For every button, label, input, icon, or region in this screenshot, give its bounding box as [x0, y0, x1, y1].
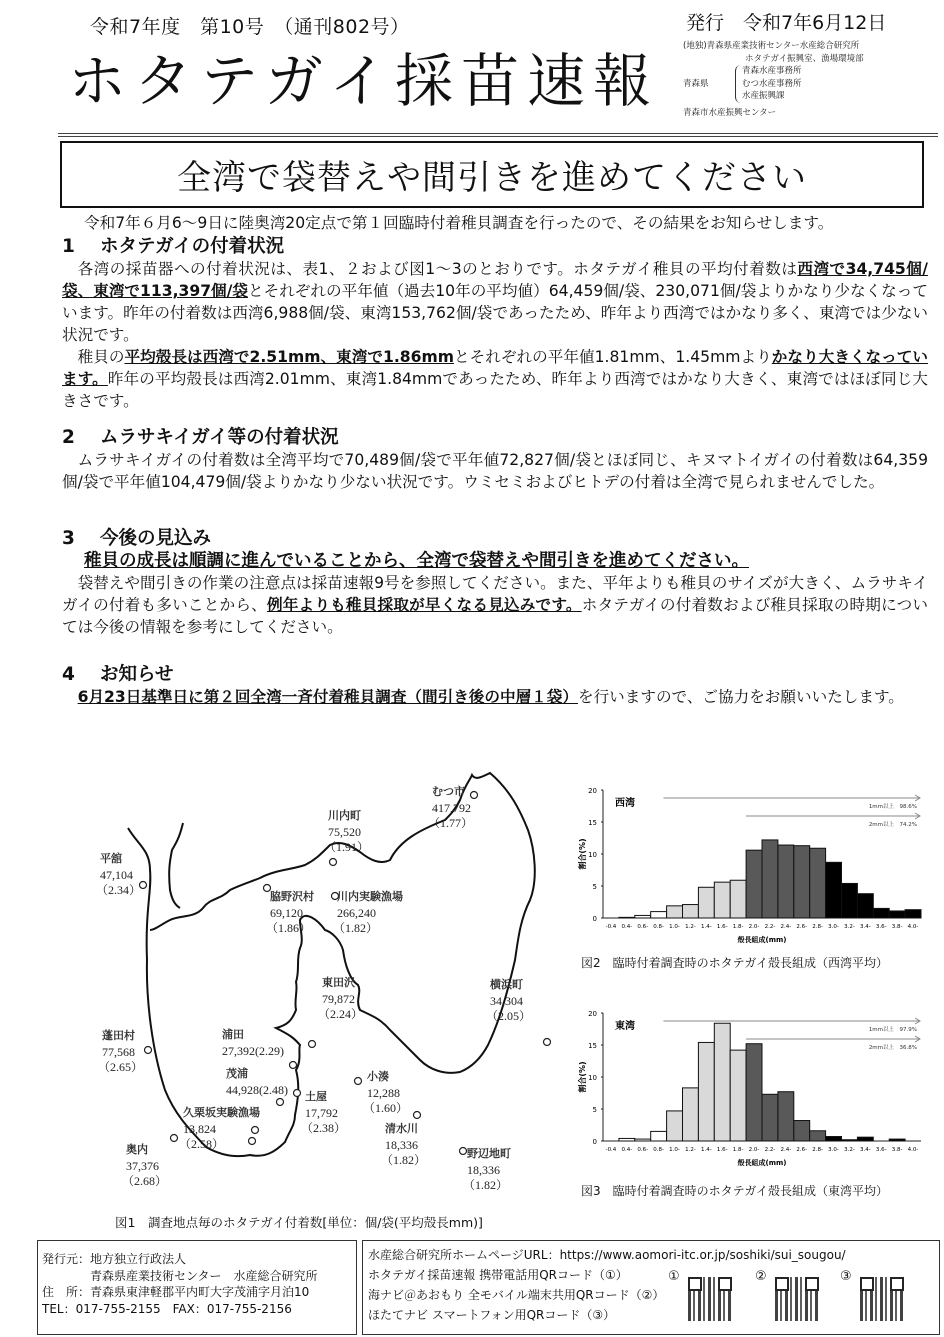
qr-code-icon[interactable]	[860, 1277, 904, 1321]
x-tick-label: 0.8-	[653, 924, 665, 930]
y-tick-label: 0	[592, 915, 597, 923]
station-name: むつ市	[432, 785, 465, 798]
x-tick-label: 1.6-	[716, 1147, 728, 1153]
x-tick-label: -0.4	[605, 1147, 617, 1153]
org-line-1: (地独)青森県産業技術センター水産総合研究所	[683, 41, 860, 51]
station-label	[222, 1027, 284, 1058]
histogram-bar	[794, 1121, 810, 1141]
issue-number: 令和7年度 第10号 （通刊802号）	[90, 16, 410, 38]
histogram-bar	[667, 1111, 683, 1141]
publish-date: 発行 令和7年6月12日	[686, 12, 887, 34]
station-marker	[330, 859, 337, 866]
histogram-bar	[746, 850, 762, 918]
x-tick-label: 1.4-	[700, 1147, 712, 1153]
station-name: 蓬田村	[102, 1029, 135, 1042]
histogram-bar	[730, 1050, 746, 1141]
page-title: ホタテガイ採苗速報	[68, 47, 660, 115]
publisher-info-box	[37, 1240, 357, 1335]
station-count: 75,520	[328, 825, 361, 839]
x-tick-label: 3.6-	[875, 1147, 887, 1153]
station-name: 浦田	[222, 1028, 244, 1041]
qr-line: ほたてナビ スマートフォン用QRコード（③）	[368, 1308, 616, 1322]
station-label	[179, 1105, 260, 1151]
x-tick-label: 2.0-	[748, 1147, 760, 1153]
highlight-text: 平均殻長は西湾で2.51mm、東湾で1.86mm	[124, 348, 454, 366]
x-tick-label: 0.4-	[621, 1147, 633, 1153]
histogram-bar	[905, 910, 921, 918]
histogram-bar	[619, 917, 635, 918]
histogram-bar	[889, 911, 905, 918]
qr-label: ③	[840, 1269, 852, 1284]
x-tick-label: 3.2-	[844, 1147, 855, 1153]
station-size: （2.38）	[301, 1121, 347, 1135]
station-count: 77,568	[102, 1045, 135, 1059]
station-label	[486, 977, 531, 1023]
station-size: （1.77）	[428, 816, 474, 830]
qr-code-icon[interactable]	[688, 1277, 732, 1321]
x-axis-label: 殻長組成(mm)	[737, 936, 787, 944]
histogram-bar	[842, 883, 858, 918]
range-annotation: 2mm以上 36.8%	[868, 1045, 917, 1051]
section-heading: 2 ムラサキイガイ等の付着状況	[62, 427, 339, 448]
org-pref-item: 水産振興課	[742, 91, 785, 101]
station-size: （2.65）	[98, 1060, 144, 1074]
histogram-bar	[667, 906, 683, 918]
station-label	[301, 1089, 346, 1135]
station-size: （1.86）	[266, 921, 312, 935]
org-pref-item: むつ水産事務所	[742, 78, 802, 89]
station-name: 茂浦	[226, 1067, 248, 1080]
station-size: （1.82）	[333, 921, 379, 935]
qr-code-icon[interactable]	[775, 1277, 819, 1321]
x-tick-label: 1.0-	[669, 1147, 680, 1153]
highlight-text: かなり大きくなっています。	[62, 348, 928, 388]
qr-line: 海ナビ＠あおもり 全モバイル端末共用QRコード（②）	[368, 1288, 665, 1302]
histogram-bar	[762, 1094, 778, 1141]
figure-2-caption: 図2 臨時付着調査時のホタテガイ殻長組成（西湾平均）	[581, 956, 889, 970]
station-name: 東田沢	[322, 976, 355, 989]
station-marker	[249, 1138, 256, 1145]
station-marker	[471, 792, 478, 799]
chart-west-bay	[575, 780, 930, 950]
x-tick-label: 2.4-	[780, 1147, 792, 1153]
intro-text: 令和7年６月6～9日に陸奥湾20定点で第１回臨時付着稚貝調査を行ったので、その結果をお知らせします。	[84, 214, 834, 232]
station-name: 野辺地町	[467, 1147, 511, 1160]
figure-3-caption: 図3 臨時付着調査時のホタテガイ殻長組成（東湾平均）	[581, 1184, 889, 1198]
station-size: （2.68）	[122, 1174, 168, 1188]
histogram-bar	[810, 1131, 826, 1141]
y-tick-label: 15	[588, 819, 597, 827]
station-count: 37,376	[126, 1159, 159, 1173]
x-tick-label: 1.8-	[732, 1147, 744, 1153]
figure-1-caption: 図1 調査地点毎のホタテガイ付着数[単位：個/袋(平均殻長mm)]	[115, 1215, 483, 1230]
org-line-last: 青森市水産振興センター	[683, 107, 777, 118]
y-tick-label: 15	[588, 1042, 597, 1050]
station-size: （2.24）	[318, 1007, 364, 1021]
x-tick-label: 3.0-	[828, 924, 839, 930]
x-tick-label: 4.0-	[907, 1147, 919, 1153]
highlight-text: 6月23日基準日に第２回全湾一斉付着稚貝調査（間引き後の中層１袋）	[77, 688, 578, 706]
station-size: （2.58）	[179, 1137, 225, 1151]
org-prefecture-label: 青森県	[683, 78, 709, 89]
x-tick-label: 1.2-	[685, 1147, 696, 1153]
y-tick-label: 20	[588, 1010, 597, 1018]
histogram-bar	[619, 1138, 635, 1141]
station-marker	[309, 1041, 316, 1048]
station-label	[318, 975, 363, 1021]
section-paragraph: ムラサキイガイの付着数は全湾平均で70,489個/袋で平年値72,827個/袋とほぼ同じ、キヌマトイガイの付着数は64,359個/袋で平年値104,479個/袋よりかなり少ない状況です。ウミセミおよびヒトデの付着は全湾で見られませんでした。	[62, 451, 928, 491]
station-name: 平舘	[100, 852, 122, 865]
x-tick-label: 2.6-	[796, 1147, 808, 1153]
links-box	[362, 1240, 940, 1335]
x-tick-label: 4.0-	[907, 924, 919, 930]
section-heading: 1 ホタテガイの付着状況	[62, 236, 285, 257]
y-tick-label: 10	[588, 1074, 597, 1082]
histogram-bar	[810, 848, 826, 918]
qr-line: ホタテガイ採苗速報 携帯電話用QRコード（①）	[368, 1268, 628, 1282]
x-tick-label: 0.6-	[637, 924, 649, 930]
section-1	[62, 236, 928, 412]
histogram-bar	[651, 912, 667, 918]
station-marker	[290, 1062, 297, 1069]
station-size: （2.05）	[486, 1009, 532, 1023]
station-count: 12,288	[367, 1086, 400, 1100]
station-name: 小湊	[367, 1070, 389, 1083]
station-count: 18,336	[385, 1138, 418, 1152]
histogram-bar	[635, 1139, 651, 1141]
histogram-bar	[794, 846, 810, 918]
x-tick-label: 0.4-	[621, 924, 633, 930]
section-heading: 4 お知らせ	[62, 664, 174, 685]
org-prefecture-group	[683, 65, 933, 103]
x-tick-label: 2.2-	[764, 1147, 776, 1153]
station-name: 横浜町	[490, 978, 523, 991]
station-size: （1.91）	[324, 840, 370, 854]
x-tick-label: 1.8-	[732, 924, 744, 930]
headline-banner: 全湾で袋替えや間引きを進めてください	[60, 141, 924, 208]
x-tick-label: 2.8-	[812, 924, 824, 930]
section-2	[62, 427, 928, 493]
range-annotation: 2mm以上 74.2%	[868, 822, 917, 828]
header-divider	[58, 133, 938, 134]
station-label	[122, 1142, 167, 1188]
station-marker	[145, 1047, 152, 1054]
station-label	[428, 784, 473, 830]
station-count: 69,120	[270, 906, 303, 920]
chart-title: 西湾	[615, 798, 635, 809]
section-lead: 稚貝の成長は順調に進んでいることから、全湾で袋替えや間引きを進めてください。	[84, 551, 749, 571]
station-size: （1.82）	[463, 1178, 509, 1192]
station-marker	[414, 1112, 421, 1119]
histogram-bar	[714, 882, 730, 918]
x-tick-label: 2.4-	[780, 924, 792, 930]
y-tick-label: 10	[588, 851, 597, 859]
histogram-bar	[826, 862, 842, 918]
homepage-url-link[interactable]: 水産総合研究所ホームページURL：https://www.aomori-itc.or.jp/soshiki/sui_sougou/	[368, 1248, 846, 1262]
x-tick-label: 3.8-	[891, 924, 903, 930]
histogram-bar	[826, 1137, 842, 1141]
station-name: 脇野沢村	[270, 890, 314, 903]
station-marker	[355, 1078, 362, 1085]
org-line-2: ホタテガイ振興室、漁場環境部	[745, 53, 864, 64]
histogram-bar	[746, 1044, 762, 1141]
station-name: 清水川	[385, 1122, 418, 1135]
histogram-bar	[778, 845, 794, 918]
range-annotation: 1mm以上 97.9%	[868, 1027, 917, 1033]
publisher-phone: TEL：017-755-2155 FAX：017-755-2156	[42, 1301, 292, 1316]
x-tick-label: 3.0-	[828, 1147, 839, 1153]
station-count: 13,824	[183, 1122, 216, 1136]
survey-map	[60, 760, 560, 1210]
x-axis-label: 殻長組成(mm)	[737, 1159, 787, 1167]
y-axis-label: 割合(%)	[578, 838, 587, 870]
station-size: （1.60）	[363, 1101, 409, 1115]
x-tick-label: 1.0-	[669, 924, 680, 930]
y-axis-label: 割合(%)	[578, 1061, 587, 1093]
station-label	[333, 889, 403, 935]
figure-2	[575, 780, 930, 971]
x-tick-label: 3.8-	[891, 1147, 903, 1153]
station-count: 27,392(2.29)	[222, 1044, 284, 1058]
x-tick-label: 3.4-	[859, 1147, 871, 1153]
x-tick-label: 3.6-	[875, 924, 887, 930]
publisher-orgs	[683, 40, 933, 119]
qr-label: ①	[668, 1269, 680, 1284]
chart-title: 東湾	[615, 1021, 635, 1032]
x-tick-label: 1.6-	[716, 924, 728, 930]
x-tick-label: 2.6-	[796, 924, 808, 930]
x-tick-label: 2.8-	[812, 1147, 824, 1153]
station-marker	[252, 1127, 259, 1134]
station-label	[226, 1066, 288, 1097]
station-label	[96, 851, 141, 897]
station-count: 266,240	[337, 906, 376, 920]
x-tick-label: 2.0-	[748, 924, 760, 930]
section-4	[62, 664, 928, 708]
highlight-text: 例年よりも稚貝採取が早くなる見込みです。	[266, 596, 582, 614]
highlight-text: 西湾で34,745個/袋、東湾で113,397個/袋	[62, 260, 928, 300]
station-count: 79,872	[322, 992, 355, 1006]
x-tick-label: 0.6-	[637, 1147, 649, 1153]
histogram-bar	[683, 1088, 699, 1141]
station-marker	[460, 1148, 467, 1155]
station-name: 川内実験漁場	[337, 890, 403, 903]
station-name: 奥内	[126, 1143, 148, 1156]
qr-label: ②	[755, 1269, 767, 1284]
x-tick-label: -0.4	[605, 924, 617, 930]
station-marker	[544, 1039, 551, 1046]
histogram-bar	[651, 1131, 667, 1141]
station-name: 川内町	[328, 809, 361, 822]
station-size: （2.34）	[96, 883, 142, 897]
y-tick-label: 5	[592, 883, 597, 891]
section-paragraph: 稚貝の平均殻長は西湾で2.51mm、東湾で1.86mmとそれぞれの平年値1.81mm、1.45mmよりかなり大きくなっています。昨年の平均殻長は西湾2.01mm、東湾1.84mmであったため、昨年より西湾ではかなり大きく、東湾ではほぼ同じ大きさです。	[62, 348, 928, 410]
station-label	[381, 1121, 426, 1167]
station-label	[463, 1146, 511, 1192]
station-count: 34,304	[490, 994, 523, 1008]
station-count: 44,928(2.48)	[226, 1083, 288, 1097]
histogram-bar	[889, 1139, 905, 1141]
station-marker	[294, 1090, 301, 1097]
histogram-bar	[698, 887, 714, 918]
histogram-bar	[857, 1137, 873, 1141]
org-pref-item: 青森水産事務所	[742, 66, 802, 76]
station-count: 17,792	[305, 1106, 338, 1120]
station-label	[324, 808, 369, 854]
histogram-bar	[842, 1140, 858, 1141]
histogram-bar	[698, 1042, 714, 1141]
y-tick-label: 5	[592, 1106, 597, 1114]
section-paragraph: 袋替えや間引きの作業の注意点は採苗速報9号を参照してください。また、平年よりも稚貝のサイズが大きく、ムラサキイガイの付着も多いことから、例年よりも稚貝採取が早くなる見込みです。ホタテガイの付着数および稚貝採取の時期については今後の情報を参考にしてください。	[62, 574, 928, 636]
station-marker	[171, 1135, 178, 1142]
histogram-bar	[635, 915, 651, 918]
station-name: 土屋	[305, 1090, 327, 1103]
figure-3	[575, 1003, 930, 1199]
y-tick-label: 0	[592, 1138, 597, 1146]
station-name: 久栗坂実験漁場	[183, 1106, 260, 1119]
station-label	[98, 1028, 143, 1074]
chart-east-bay	[575, 1003, 930, 1178]
section-3	[62, 528, 928, 638]
y-tick-label: 20	[588, 787, 597, 795]
x-tick-label: 1.4-	[700, 924, 712, 930]
station-labels	[96, 784, 531, 1210]
section-paragraph: 6月23日基準日に第２回全湾一斉付着稚貝調査（間引き後の中層１袋）を行いますので、ご協力をお願いいたします。	[77, 688, 904, 706]
histogram-bar	[762, 840, 778, 918]
header-divider	[58, 136, 938, 137]
histogram-bar	[778, 1092, 794, 1141]
station-label	[266, 889, 314, 935]
histogram-bar	[857, 894, 873, 918]
x-tick-label: 0.8-	[653, 1147, 665, 1153]
x-tick-label: 3.4-	[859, 924, 871, 930]
station-marker	[277, 1099, 284, 1106]
x-tick-label: 3.2-	[844, 924, 855, 930]
histogram-bar	[714, 1023, 730, 1141]
histogram-bar	[683, 905, 699, 918]
publisher-label: 発行元：地方独立行政法人	[42, 1252, 187, 1266]
x-tick-label: 2.2-	[764, 924, 776, 930]
station-label	[363, 1069, 408, 1115]
publisher-address: 住 所：青森県東津軽郡平内町大字茂浦字月泊10	[42, 1285, 310, 1299]
station-count: 47,104	[100, 868, 133, 882]
range-annotation: 1mm以上 98.6%	[868, 804, 917, 810]
station-size: （1.82）	[381, 1153, 427, 1167]
station-count: 18,336	[467, 1163, 500, 1177]
x-tick-label: 1.2-	[685, 924, 696, 930]
section-heading: 3 今後の見込み	[62, 528, 212, 549]
histogram-bar	[730, 880, 746, 918]
section-paragraph: 各湾の採苗器への付着状況は、表1、２および図1～3のとおりです。ホタテガイ稚貝の平均付着数は西湾で34,745個/袋、東湾で113,397個/袋とそれぞれの平年値（過去10年の平均値）64,459個/袋、230,071個/袋よりかなり少なくなっています。昨年の付着数は西湾6,988個/袋、東湾153,762個/袋であったため、昨年より西湾ではかなり多く、東湾では少ない状況です。	[62, 260, 928, 344]
station-count: 417,792	[432, 801, 471, 815]
publisher-name: 青森県産業技術センター 水産総合研究所	[90, 1268, 318, 1283]
histogram-bar	[873, 908, 889, 918]
